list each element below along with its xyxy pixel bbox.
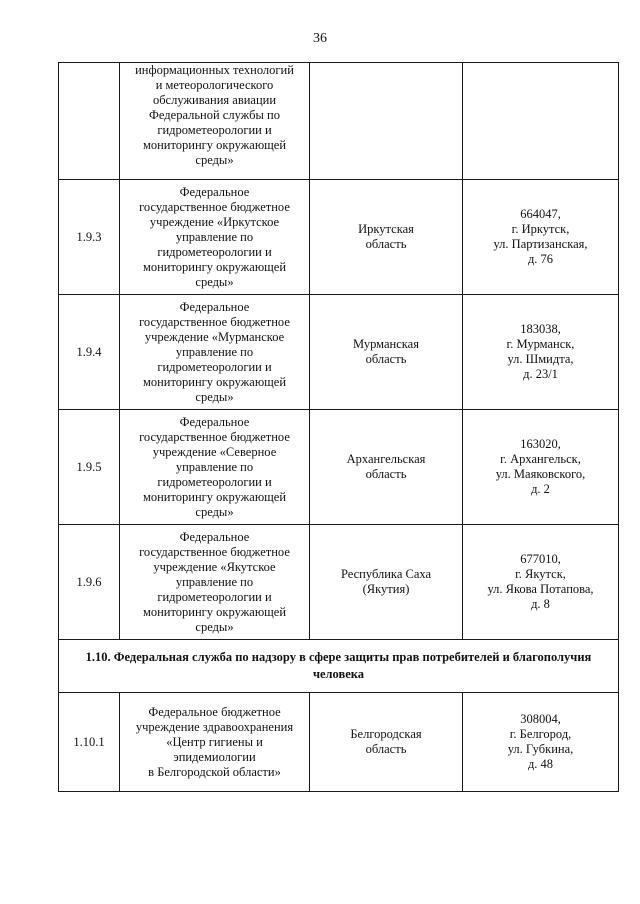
organization-name-line: эпидемиологии <box>173 749 256 764</box>
region-line: область <box>365 237 407 251</box>
region-line: область <box>365 352 407 366</box>
organization-name-line: Федеральное <box>179 529 250 544</box>
address-line: 677010, <box>520 552 561 566</box>
organization-name-line: гидрометеорологии и <box>157 589 272 604</box>
organization-name-line: управление по <box>175 344 254 359</box>
address-line: г. Якутск, <box>515 567 566 581</box>
address-line: д. 2 <box>531 482 550 496</box>
organization-name-line: государственное бюджетное <box>139 544 290 559</box>
organization-name-line: управление по <box>175 229 254 244</box>
address <box>463 295 619 410</box>
section-heading: 1.10. Федеральная служба по надзору в сфере защиты прав потребителей и благополучия человека <box>59 640 619 693</box>
organization-name-line: учреждение «Северное <box>152 444 277 459</box>
region-line: Белгородская <box>350 727 422 741</box>
organization-name-line: Федеральное <box>179 184 250 199</box>
address-line: ул. Губкина, <box>507 742 574 756</box>
organization-name-line: «Центр гигиены и <box>166 734 263 749</box>
row-number: 1.9.3 <box>59 180 120 295</box>
organization-name-line: гидрометеорологии и <box>157 359 272 374</box>
organization-name <box>120 295 310 410</box>
region <box>310 525 463 640</box>
organization-name-line: учреждение здравоохранения <box>135 719 294 734</box>
organization-name-line: среды» <box>195 274 234 289</box>
organization-name <box>120 63 310 180</box>
address <box>463 180 619 295</box>
organization-name-line: обслуживания авиации <box>152 93 277 107</box>
region <box>310 180 463 295</box>
organization-name-line: мониторингу окружающей <box>142 374 287 389</box>
address-line: д. 23/1 <box>523 367 558 381</box>
address-line: г. Архангельск, <box>500 452 581 466</box>
region <box>310 410 463 525</box>
address-line: 163020, <box>520 437 561 451</box>
organization-name-line: учреждение «Мурманское <box>144 329 285 344</box>
region-line: Архангельская <box>346 452 426 466</box>
row-number: 1.10.1 <box>59 693 120 792</box>
region-line: Республика Саха <box>340 567 432 581</box>
address-line: 308004, <box>520 712 561 726</box>
organization-name-line: среды» <box>195 153 234 167</box>
address-line: г. Иркутск, <box>511 222 570 236</box>
address-line: д. 48 <box>527 757 554 771</box>
table-row <box>59 295 619 410</box>
organization-name-line: гидрометеорологии и <box>157 474 272 489</box>
organization-name-line: среды» <box>195 389 234 404</box>
organization-name-line: государственное бюджетное <box>139 199 290 214</box>
address <box>463 410 619 525</box>
organization-name-line: мониторингу окружающей <box>142 259 287 274</box>
organization-name-line: управление по <box>175 459 254 474</box>
organization-name-line: мониторингу окружающей <box>142 138 287 152</box>
organization-name-line: государственное бюджетное <box>139 429 290 444</box>
row-number: 1.9.4 <box>59 295 120 410</box>
organization-name-line: учреждение «Иркутское <box>149 214 280 229</box>
row-number: 1.9.6 <box>59 525 120 640</box>
region-line: Мурманская <box>353 337 419 351</box>
organization-name <box>120 410 310 525</box>
row-number <box>59 63 120 180</box>
region-line: область <box>365 467 407 481</box>
table-row <box>59 525 619 640</box>
organization-name-line: Федеральное бюджетное <box>148 704 281 719</box>
address-line: г. Мурманск, <box>506 337 575 351</box>
address-line: ул. Шмидта, <box>507 352 574 366</box>
region <box>310 693 463 792</box>
address <box>463 63 619 180</box>
region-line: область <box>365 742 407 756</box>
organization-name-line: мониторингу окружающей <box>142 489 287 504</box>
address <box>463 693 619 792</box>
organization-name <box>120 525 310 640</box>
region-line: Иркутская <box>358 222 414 236</box>
region-line: (Якутия) <box>362 582 410 596</box>
organization-name-line: в Белгородской области» <box>148 764 281 779</box>
address-line: д. 8 <box>531 597 550 611</box>
address-line: 183038, <box>520 322 561 336</box>
region <box>310 63 463 180</box>
organization-name-line: гидрометеорологии и <box>157 123 272 137</box>
organization-name <box>120 180 310 295</box>
row-number: 1.9.5 <box>59 410 120 525</box>
table-row <box>59 63 619 180</box>
organization-name-line: Федеральное <box>179 414 250 429</box>
organizations-table <box>58 62 619 792</box>
section-row <box>59 640 619 693</box>
address-line: д. 76 <box>527 252 554 266</box>
table-row <box>59 180 619 295</box>
page-number: 36 <box>313 31 327 46</box>
organization-name-line: мониторингу окружающей <box>142 604 287 619</box>
organization-name-line: управление по <box>175 574 254 589</box>
organization-name-line: и метеорологического <box>155 78 274 92</box>
table-row <box>59 410 619 525</box>
address-line: г. Белгород, <box>509 727 572 741</box>
address-line: ул. Якова Потапова, <box>487 582 594 596</box>
address-line: 664047, <box>520 207 561 221</box>
organization-name-line: информационных технологий <box>135 63 294 77</box>
organization-name-line: государственное бюджетное <box>139 314 290 329</box>
organization-name-line: Федеральной службы по <box>149 108 280 122</box>
region <box>310 295 463 410</box>
organization-name-line: среды» <box>195 504 234 519</box>
organization-name-line: Федеральное <box>179 299 250 314</box>
organization-name-line: гидрометеорологии и <box>157 244 272 259</box>
table-row <box>59 693 619 792</box>
organization-name-line: учреждение «Якутское <box>153 559 276 574</box>
organization-name-line: среды» <box>195 619 234 634</box>
address <box>463 525 619 640</box>
organization-name <box>120 693 310 792</box>
address-line: ул. Партизанская, <box>493 237 588 251</box>
address-line: ул. Маяковского, <box>495 467 586 481</box>
